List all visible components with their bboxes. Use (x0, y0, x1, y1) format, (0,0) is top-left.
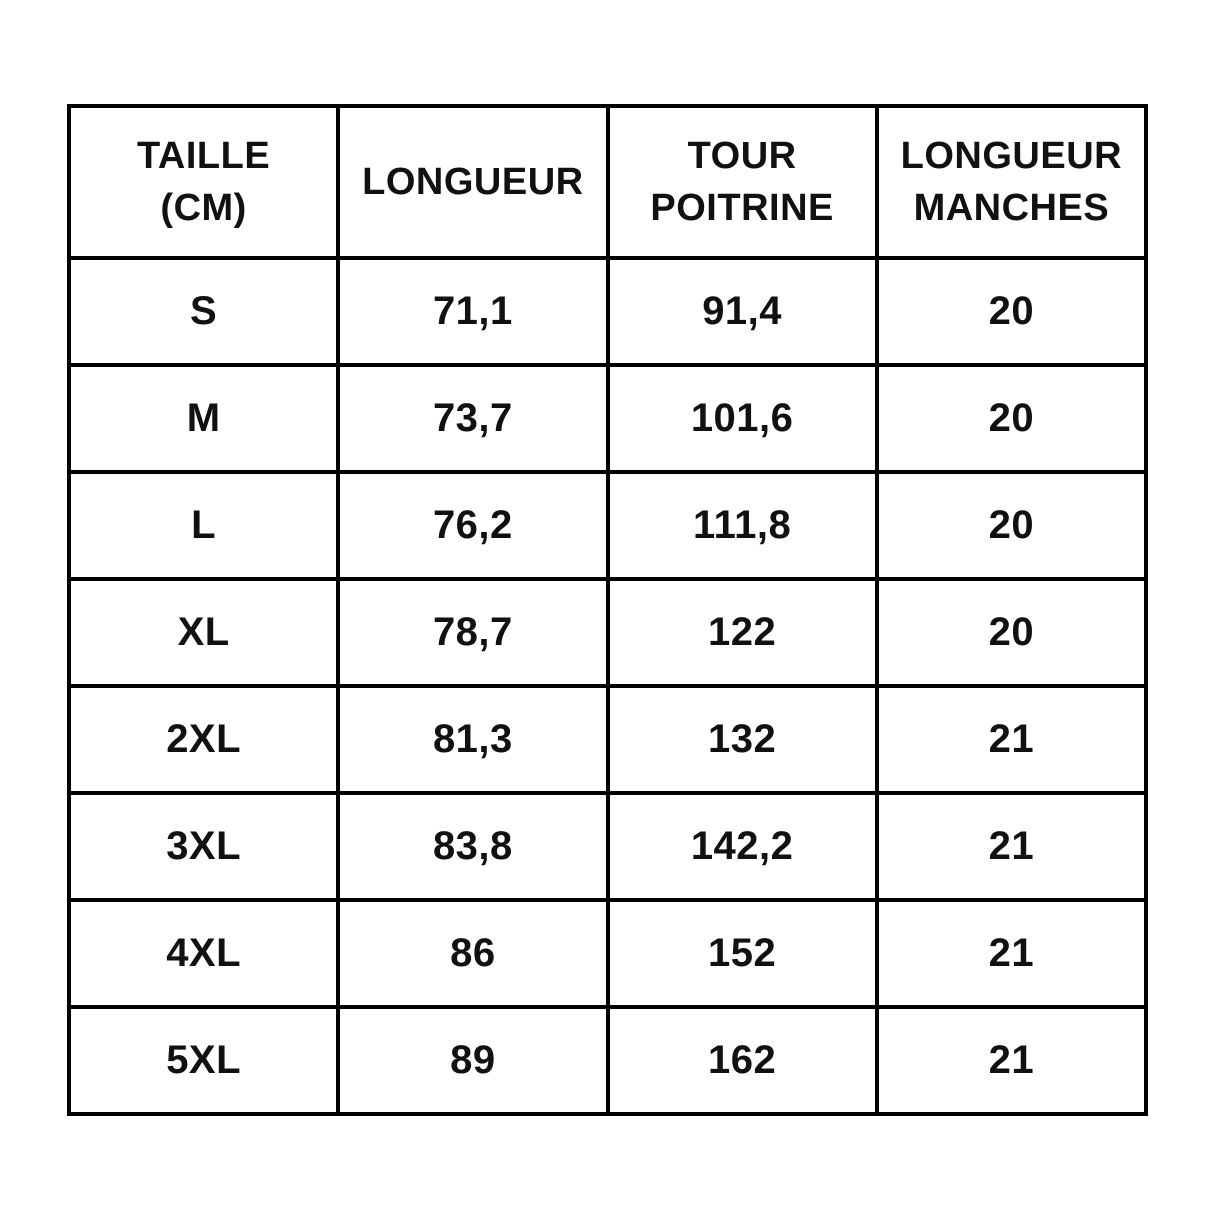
column-header-line: POITRINE (650, 187, 834, 229)
cell-taille: 2XL (69, 686, 338, 793)
cell-tour-poitrine: 111,8 (608, 472, 877, 579)
cell-tour-poitrine: 152 (608, 900, 877, 1007)
cell-longueur: 83,8 (338, 793, 607, 900)
column-header-line: (CM) (160, 187, 247, 229)
cell-taille: 4XL (69, 900, 338, 1007)
table-row-3xl (69, 793, 1146, 900)
cell-longueur: 71,1 (338, 258, 607, 365)
column-header-line: TOUR (687, 134, 797, 177)
cell-tour-poitrine: 122 (608, 579, 877, 686)
table-row-xl (69, 579, 1146, 686)
column-header-line: TAILLE (137, 134, 271, 177)
cell-longueur: 81,3 (338, 686, 607, 793)
cell-taille: 5XL (69, 1007, 338, 1114)
cell-longueur-manches: 20 (877, 258, 1146, 365)
size-chart-table (67, 104, 1148, 1116)
cell-longueur-manches: 21 (877, 1007, 1146, 1114)
cell-longueur-manches: 20 (877, 365, 1146, 472)
column-header-line: LONGUEUR (900, 134, 1123, 177)
cell-tour-poitrine: 91,4 (608, 258, 877, 365)
cell-longueur: 73,7 (338, 365, 607, 472)
cell-longueur-manches: 21 (877, 900, 1146, 1007)
table-row-2xl (69, 686, 1146, 793)
column-header-line: MANCHES (913, 187, 1110, 229)
cell-taille: M (69, 365, 338, 472)
cell-longueur-manches: 21 (877, 793, 1146, 900)
cell-longueur-manches: 20 (877, 579, 1146, 686)
cell-tour-poitrine: 101,6 (608, 365, 877, 472)
table-row-s (69, 258, 1146, 365)
cell-taille: XL (69, 579, 338, 686)
cell-tour-poitrine: 132 (608, 686, 877, 793)
header-row (69, 106, 1146, 258)
cell-tour-poitrine: 162 (608, 1007, 877, 1114)
size-chart-header (69, 106, 1146, 258)
column-header-tour-poitrine (608, 106, 877, 258)
size-chart-body (69, 258, 1146, 1114)
column-header-longueur-manches (877, 106, 1146, 258)
column-header-longueur (338, 106, 607, 258)
table-row-5xl (69, 1007, 1146, 1114)
cell-longueur: 76,2 (338, 472, 607, 579)
cell-longueur-manches: 21 (877, 686, 1146, 793)
column-header-taille (69, 106, 338, 258)
cell-taille: L (69, 472, 338, 579)
cell-longueur-manches: 20 (877, 472, 1146, 579)
table-row-4xl (69, 900, 1146, 1007)
cell-longueur: 86 (338, 900, 607, 1007)
size-chart-container (67, 104, 1148, 1116)
cell-taille: S (69, 258, 338, 365)
cell-longueur: 78,7 (338, 579, 607, 686)
cell-taille: 3XL (69, 793, 338, 900)
cell-tour-poitrine: 142,2 (608, 793, 877, 900)
cell-longueur: 89 (338, 1007, 607, 1114)
column-header-line: LONGUEUR (362, 160, 584, 203)
table-row-m (69, 365, 1146, 472)
table-row-l (69, 472, 1146, 579)
